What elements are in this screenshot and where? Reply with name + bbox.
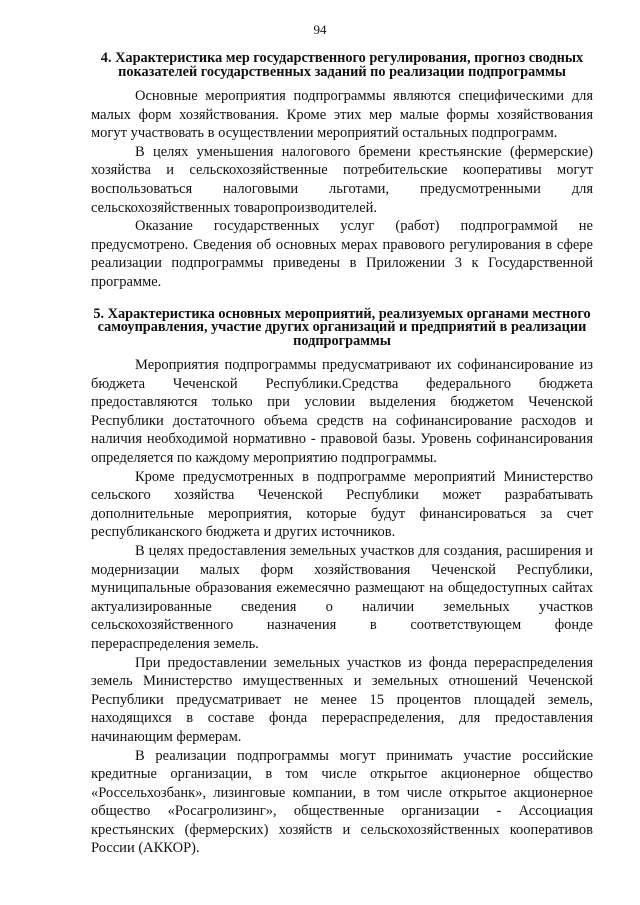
- section-4-paragraph: Оказание государственных услуг (работ) подпрограммой не предусмотрено. Сведения об основных мерах правового регулирования в сфере реализации подпрограммы приведены в Приложении 3 к Государственной программе.: [91, 218, 593, 290]
- section-5-heading: 5. Характеристика основных мероприятий, реализуемых органами местного самоуправления, участие других организаций и предприятий в реализации подпрограммы: [93, 305, 591, 349]
- section-5-paragraph: Кроме предусмотренных в подпрограмме мероприятий Министерство сельского хозяйства Чеченской Республики может разрабатывать дополнительные мероприятия, которые будут финансироваться за счет республиканского бюджета и других источников.: [91, 468, 593, 541]
- section-5-paragraph: При предоставлении земельных участков из фонда перераспределения земель Министерство имущественных и земельных отношений Чеченской Республики предусматривает не менее 15 процентов площадей земель, находящихся в составе фонда перераспределения, для предоставления начинающим фермерам.: [91, 654, 593, 745]
- section-4: [91, 52, 593, 292]
- section-4-heading: 4. Характеристика мер государственного регулирования, прогноз сводных показателей государственных заданий по реализации подпрограммы: [100, 50, 584, 80]
- page-content: [91, 52, 593, 858]
- section-4-paragraph: В целях уменьшения налогового бремени крестьянские (фермерские) хозяйства и сельскохозяйственные потребительские кооперативы могут воспользоваться налоговыми льготами, предусмотренными для сельскохозяйственных товаропроизводителей.: [91, 143, 593, 216]
- section-5-paragraph: В реализации подпрограммы могут принимать участие российские кредитные организации, в том числе открытое акционерное общество «Россельхозбанк», лизинговые компании, в том числе открытое акционерное общество «Росагролизинг», общественные организации - Ассоциация крестьянских (фермерских) хозяйств и сельскохозяйственных кооперативов России (АККОР).: [91, 747, 593, 857]
- section-5-paragraph: В целях предоставления земельных участков для создания, расширения и модернизации малых форм хозяйствования Чеченской Республики, муниципальные образования ежемесячно размещают на общедоступных сайтах актуализированные сведения о наличии земельных участков сельскохозяйственного назначения в соответствующем фонде перераспределения земель.: [91, 542, 593, 652]
- section-5: [91, 305, 593, 859]
- section-5-paragraph: Мероприятия подпрограммы предусматривают их софинансирование из бюджета Чеченской Республики.Средства федерального бюджета предоставляются только при условии выделения бюджетом Чеченской Республики достаточного объема средств на софинансирование расходов и наличия необходимой нормативно - правовой базы. Уровень софинансирования определяется по каждому мероприятию подпрограммы.: [91, 357, 593, 466]
- section-4-paragraph: Основные мероприятия подпрограммы являются специфическими для малых форм хозяйствования. Кроме этих мер малые формы хозяйствования могут участвовать в осуществлении мероприятий остальных подпрограмм.: [91, 88, 593, 142]
- page-number: 94: [313, 22, 327, 37]
